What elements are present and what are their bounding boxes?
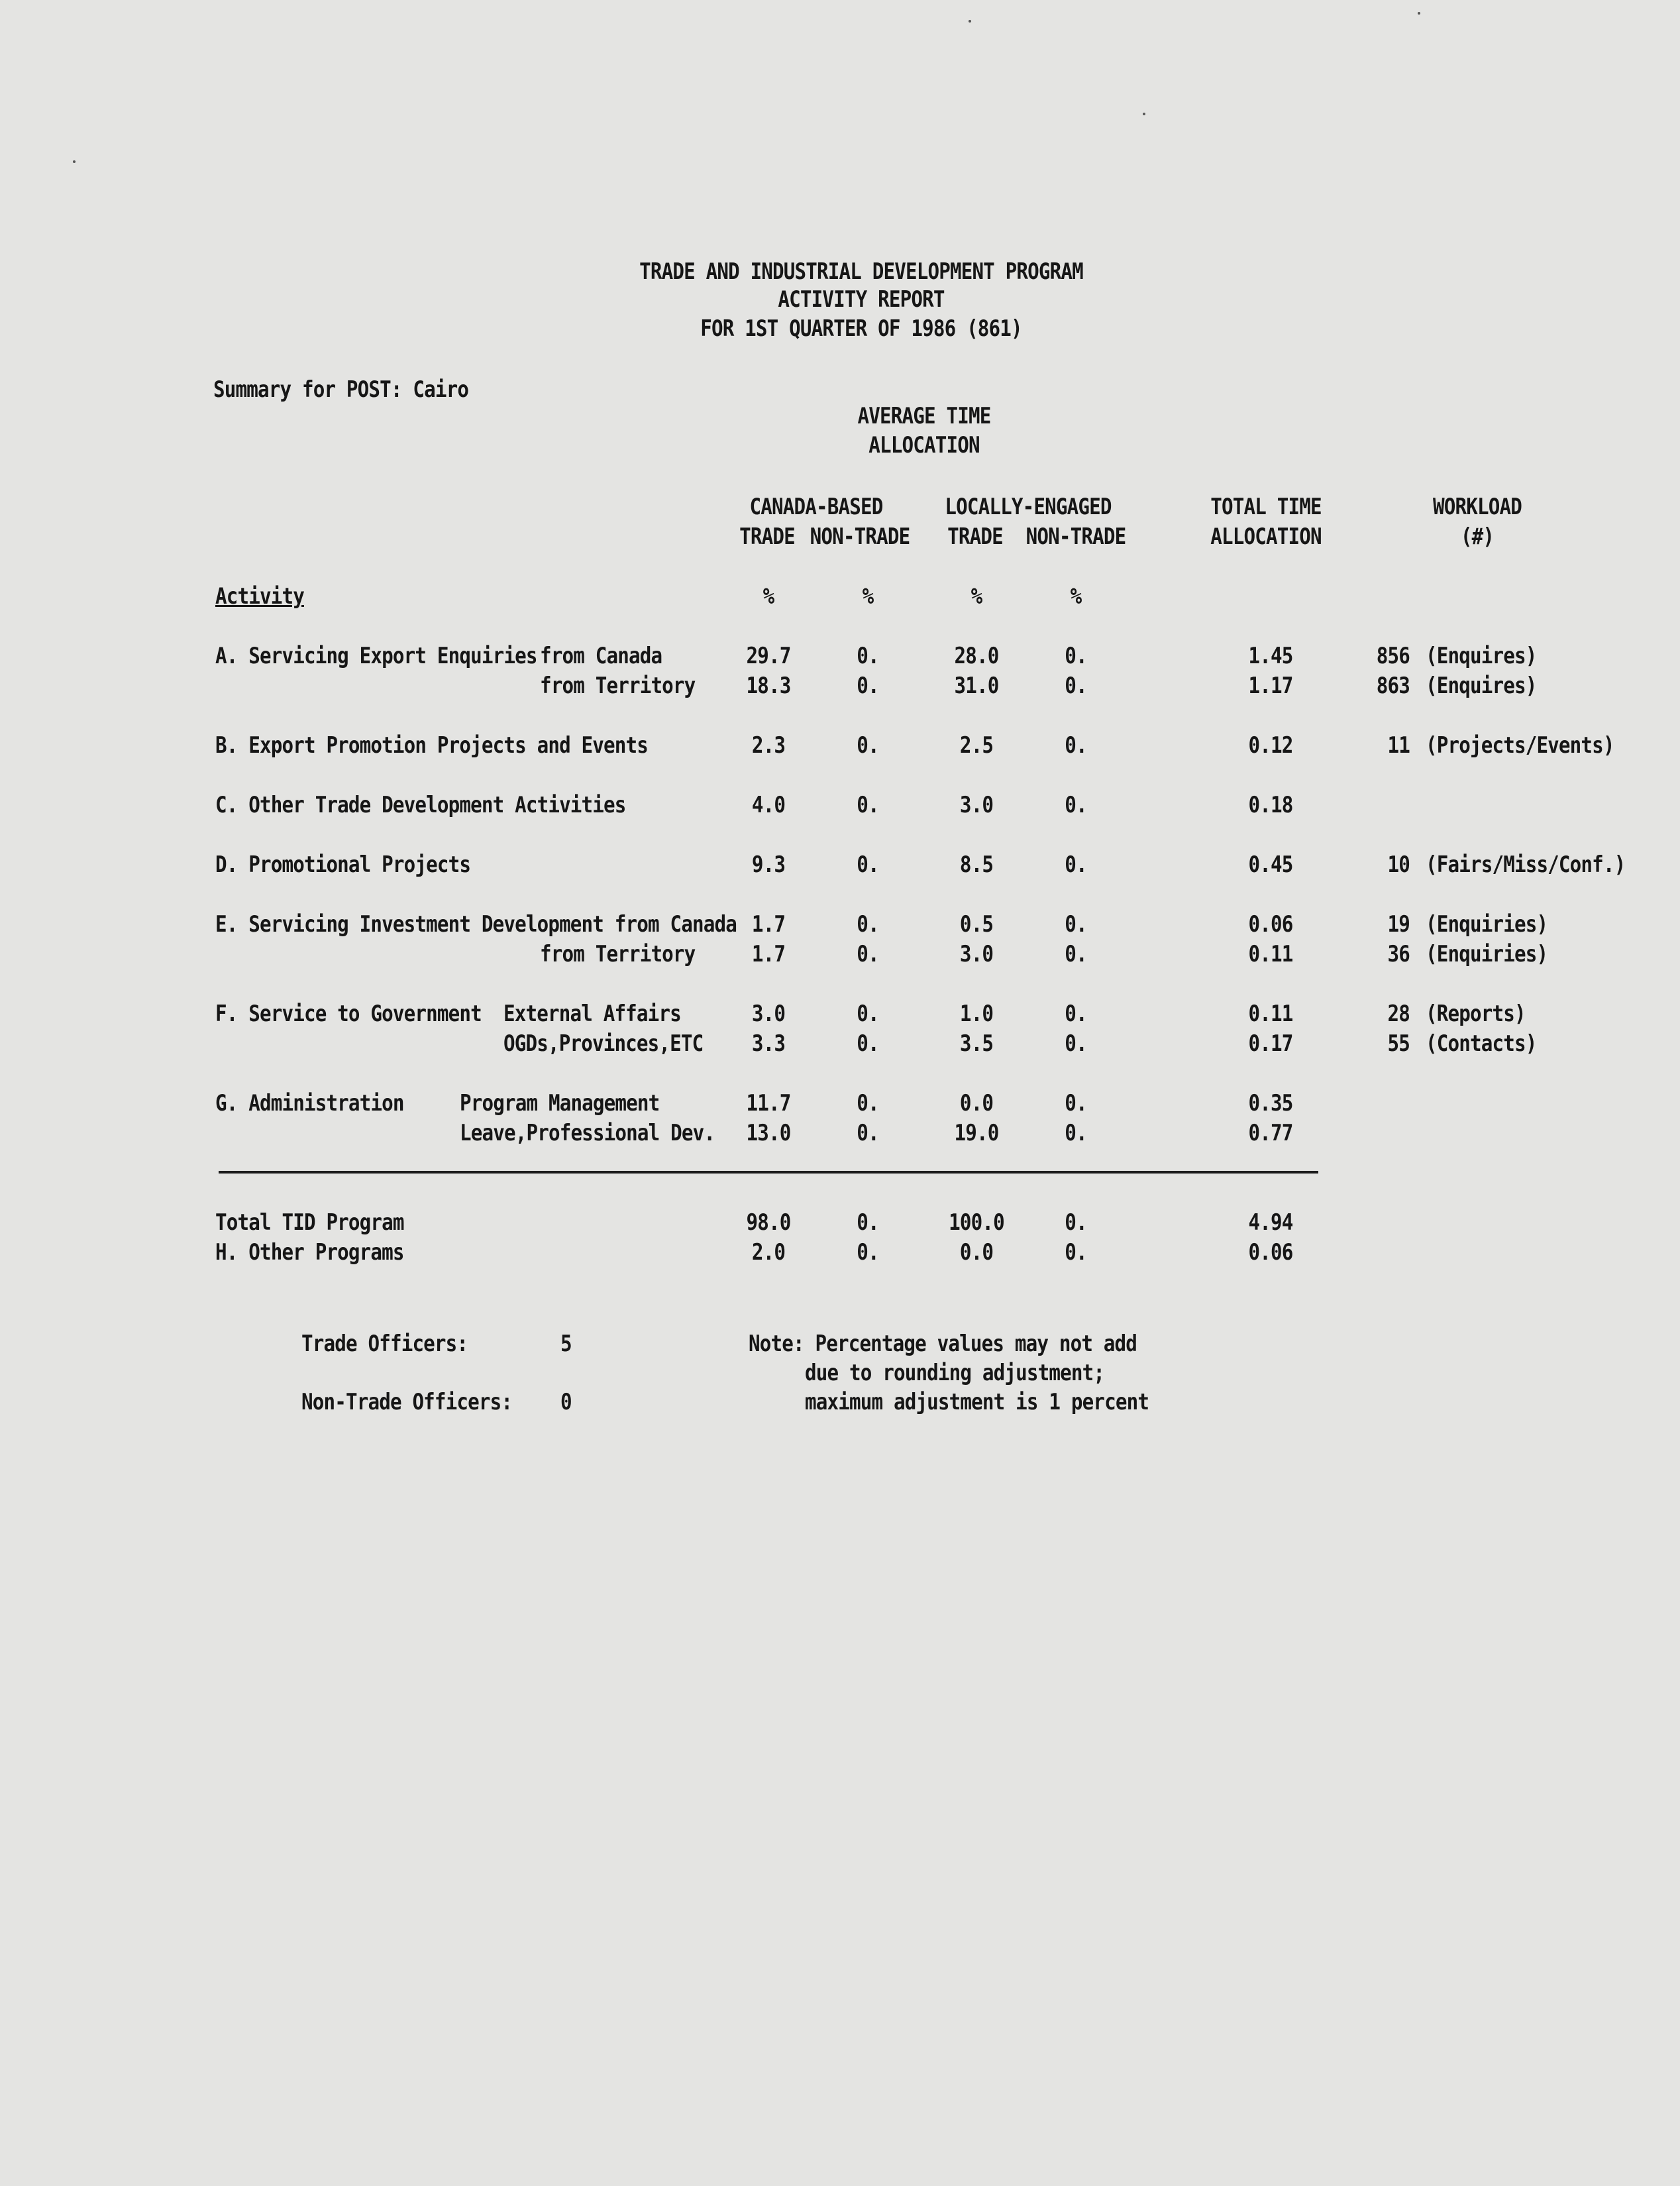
note-line-2: due to rounding adjustment; xyxy=(805,1360,1105,1386)
activity-label: C. Other Trade Development Activities xyxy=(215,792,626,818)
cell-workload-unit: (Enquires) xyxy=(1426,643,1537,669)
non-trade-officers-label: Non-Trade Officers: xyxy=(301,1389,513,1415)
activity-label: G. Administration xyxy=(215,1090,404,1117)
activity-sublabel: OGDs,Provinces,ETC xyxy=(503,1030,704,1057)
cell-workload-unit: (Contacts) xyxy=(1426,1030,1537,1057)
activity-label: A. Servicing Export Enquiries xyxy=(215,643,537,669)
cell-workload-unit: (Enquiries) xyxy=(1426,941,1548,967)
table-divider xyxy=(219,1171,1318,1174)
activity-sublabel: Program Management xyxy=(460,1090,660,1117)
activity-label: B. Export Promotion Projects and Events xyxy=(215,732,649,759)
activity-sublabel: External Affairs xyxy=(503,1001,681,1027)
document-page: TRADE AND INDUSTRIAL DEVELOPMENT PROGRAM ACTIVITY REPORT FOR 1ST QUARTER OF 1986 (861) Summary for POST: Cairo AVERAGE TIME ALLOCATION CANADA-BASED LOCALLY-ENGAGED TRADE NON-TRADE TRADE NON-TRADE TOTAL TIME ALLOCATION WORKLOAD (#) Activity % % % % A. Servicing Export Enquiries from Canada 29.7 0. 28.0 0. 1.45 856 (Enquires) from Territory 18.3 0. 31.0 0. 1.17 863 (Enquires) B. Export Promotion Projects and Events 2.3 0. 2.5 0. 0.12 11 (Projects/Events) C. Other Trade Development Activities 4.0 0. 3.0 0. 0.18 D. Promotional Projects 9.3 0. 8.5 0. 0.45 10 (Fairs/Miss/Conf.) E. Servicing Investment Development from Canada 1.7 0. 0.5 0. 0.06 19 (Enquiries) from Territory 1.7 0. 3.0 0. 0.11 36 (Enquiries) F. Service to Government External Affairs 3.0 0. 1.0 0. 0.11 28 (Reports) OGDs,Provinces,ETC 3.3 0. 3.5 0. 0.17 55 (Contacts) G. Administration Program Management 11.7 0. 0.0 0. 0.35 Leave,Professional Dev. 13.0 0. 19.0 0. 0.77 Total TID Program 98.0 0. 100.0 0. 4.94 H. Other Programs 2.0 0. 0.0 0. 0.06 Trade Officers: 5 Non-Trade Officers: 0 Note: Percentage values may not add due to rounding adjustment; maximum adjustment is 1 percent xyxy=(0,0,1680,2186)
activity-sublabel: from Territory xyxy=(540,941,696,967)
activity-label: D. Promotional Projects xyxy=(215,851,471,878)
activity-sublabel: from Territory xyxy=(540,673,696,699)
cell-workload-unit: (Reports) xyxy=(1426,1001,1526,1027)
note-line-1: Note: Percentage values may not add xyxy=(749,1331,1137,1357)
activity-sublabel: from Canada xyxy=(540,643,662,669)
paper-speck xyxy=(1143,113,1145,115)
note-line-3: maximum adjustment is 1 percent xyxy=(805,1389,1149,1415)
activity-heading: Activity xyxy=(215,583,304,610)
total-label: H. Other Programs xyxy=(215,1239,404,1266)
cell-workload-unit: (Fairs/Miss/Conf.) xyxy=(1426,851,1626,878)
paper-speck xyxy=(73,160,76,163)
cell-workload-unit: (Enquiries) xyxy=(1426,911,1548,938)
paper-speck xyxy=(969,20,971,23)
trade-officers-label: Trade Officers: xyxy=(301,1331,468,1357)
paper-speck xyxy=(1418,12,1420,15)
total-label: Total TID Program xyxy=(215,1209,404,1236)
activity-label: F. Service to Government xyxy=(215,1001,482,1027)
cell-workload-unit: (Enquires) xyxy=(1426,673,1537,699)
trade-officers-value: 5 xyxy=(560,1331,572,1357)
non-trade-officers-value: 0 xyxy=(560,1389,572,1415)
cell-workload-unit: (Projects/Events) xyxy=(1426,732,1614,759)
activity-label: E. Servicing Investment Development from Canada xyxy=(215,911,737,938)
activity-sublabel: Leave,Professional Dev. xyxy=(460,1120,715,1146)
summary-post: Summary for POST: Cairo xyxy=(213,376,469,403)
